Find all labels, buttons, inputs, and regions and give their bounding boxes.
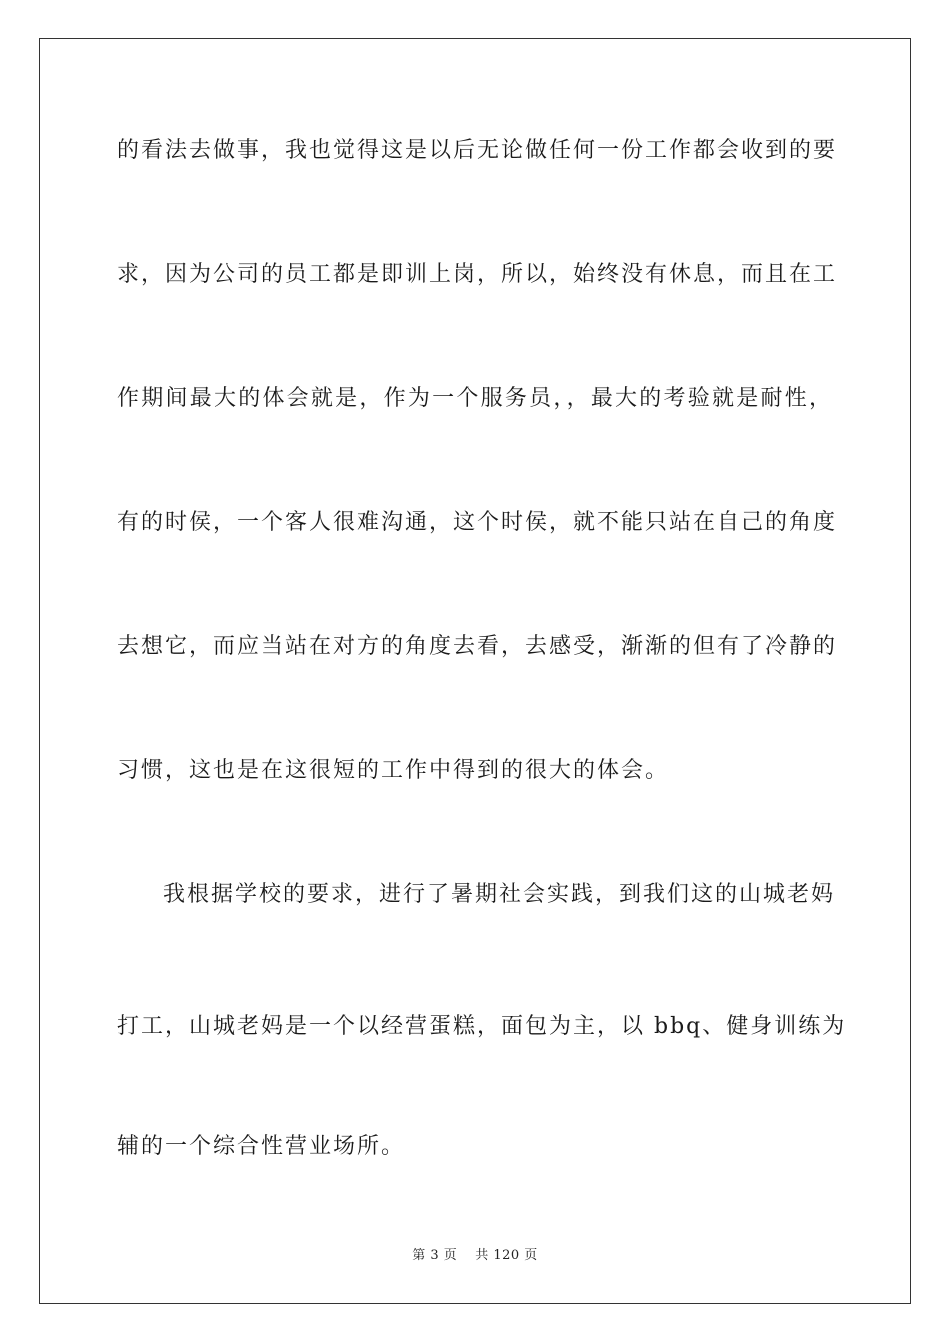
paragraph-1-line-4: 有的时侯，一个客人很难沟通，这个时侯，就不能只站在自己的角度 <box>117 510 838 535</box>
paragraph-2-line-1: 我根据学校的要求，进行了暑期社会实践，到我们这的山城老妈 <box>163 882 836 907</box>
paragraph-1-line-3: 作期间最大的体会就是，作为一个服务员，，最大的考验就是耐性， <box>117 386 833 411</box>
paragraph-1-line-6: 习惯，这也是在这很短的工作中得到的很大的体会。 <box>117 758 670 783</box>
paragraph-1-line-1: 的看法去做事，我也觉得这是以后无论做任何一份工作都会收到的要 <box>117 138 838 163</box>
paragraph-1-line-2: 求，因为公司的员工都是即训上岗，所以，始终没有休息，而且在工 <box>117 262 838 287</box>
page-footer <box>0 1247 950 1265</box>
page-border <box>39 38 911 1304</box>
paragraph-2-line-3: 辅的一个综合性营业场所。 <box>117 1134 406 1159</box>
page-number: 第 3 页 <box>412 1248 458 1263</box>
page-total: 共 120 页 <box>475 1248 538 1263</box>
paragraph-1-line-5: 去想它，而应当站在对方的角度去看，去感受，渐渐的但有了冷静的 <box>117 634 838 659</box>
paragraph-2-line-2: 打工，山城老妈是一个以经营蛋糕，面包为主，以 bbq、健身训练为 <box>117 1014 847 1039</box>
